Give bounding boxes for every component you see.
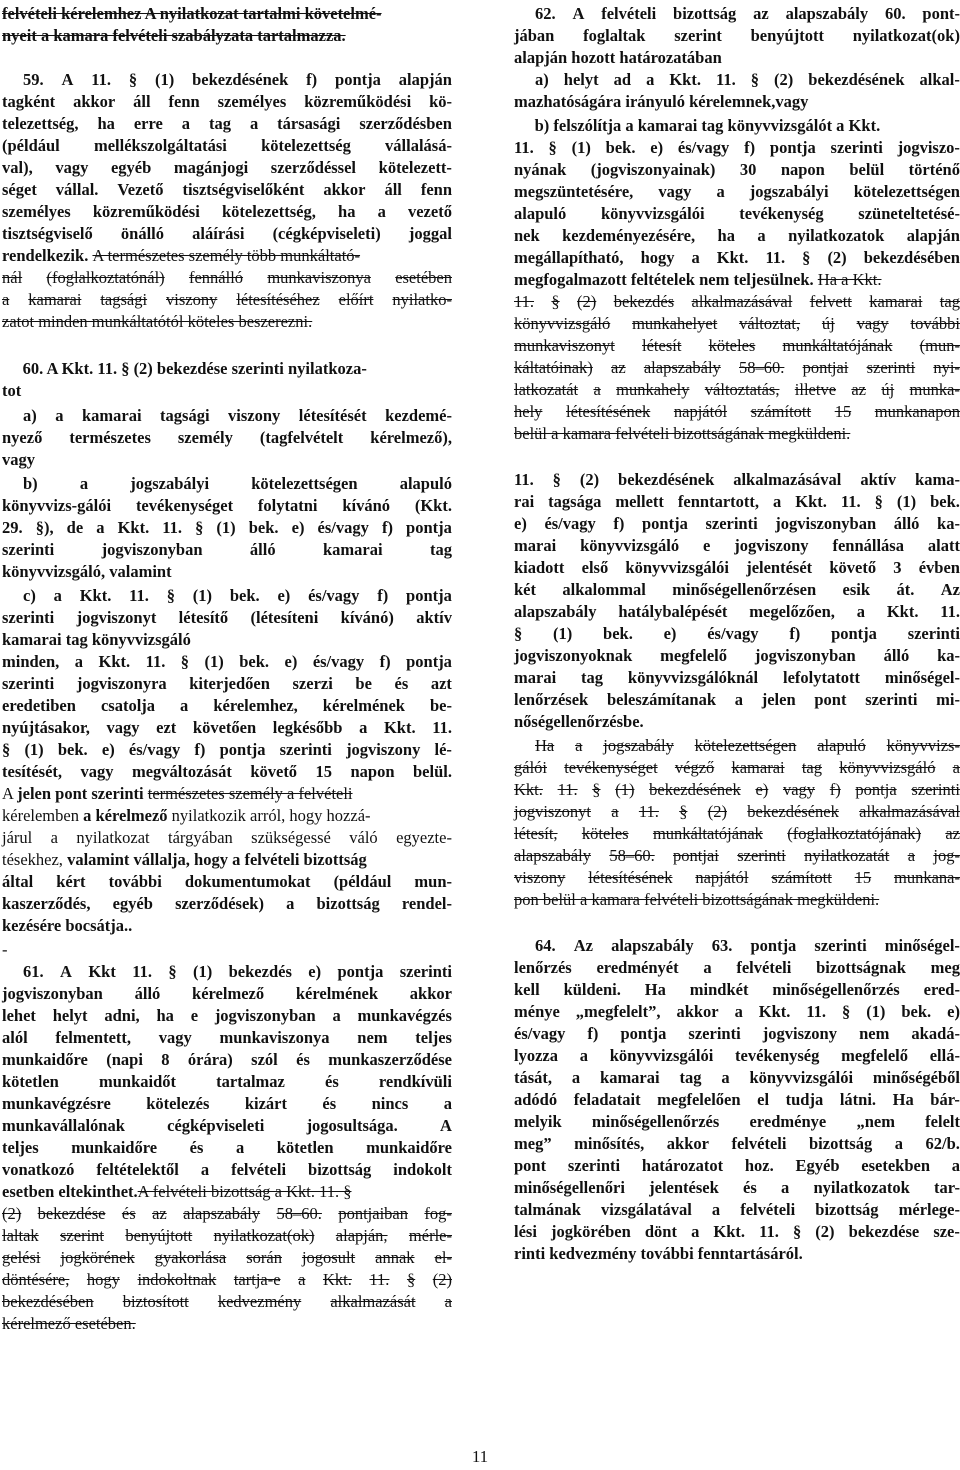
left-text-line: zatot minden munkáltatótól köteles beszerezni. [2,312,313,331]
right-text-line: 11. § (2) bekezdés alkalmazásával felvett kamarai tag [514,292,960,311]
left-text-line: vonatkozó feltételektől a felvételi bizottság indokolt [2,1160,452,1179]
left-text-line: nyeit a kamara felvételi szabályzata tartalmazza. [2,26,346,45]
right-text-line: könyvvizsgáló munkahelyet változtat, új vagy további [514,314,960,333]
right-text-line: kiadott első könyvvizsgálói jelentését követő 3 évben [514,558,960,577]
left-text-line: (például mellékszolgáltatási kötelezettség vállalásá- [2,136,452,155]
right-text-line: jogviszonyt a 11. § (2) bekezdésének alkalmazásával [514,802,960,821]
left-text-line: könyvvizs-gálói tevékenységet folytatni kívánó (Kkt. [2,496,452,515]
left-text-line: szerinti jogviszonyra kiterjedően szerzi be és azt [2,674,452,693]
left-text-line: 59. A 11. § (1) bekezdésének f) pontja alapján [23,70,452,89]
right-text-line: rai tagsága mellett fenntartott, a Kkt. 11. § (1) bek. [514,492,960,511]
left-text-line: a) a kamarai tagsági viszony létesítését kezdemé- [23,406,452,425]
right-text-line: 11. § (1) bek. e) és/vagy f) pontja szerinti jogviszo- [514,138,960,157]
right-text-line: hely létesítésének napjától számított 15 munkanapon [514,402,960,421]
left-text-line: kötetlen munkaidőt tartalmaz és rendkívüli [2,1072,452,1091]
right-text-line: lenőrzések beleszámítanak a jelen pont szerinti mi- [514,690,960,709]
left-text-line: kérelemben a kérelmező nyilatkozik arról, hogy hozzá- [2,806,371,825]
right-text-line: meg” minősítés, akkor felvételi bizottság a 62/b. [514,1134,960,1153]
left-text-line: laltak szerint benyújtott nyilatkozat(ok) alapján, mérle- [2,1226,452,1245]
right-text-line: lési jogkörében dönt a Kkt. 11. § (2) bekezdése sze- [514,1222,960,1241]
right-text-line: marai tag könyvvizsgálóknál lefolytatott minőségel- [514,668,960,687]
right-text-line: káltatóinak) az alapszabály 58–60. pontjai szerinti nyi- [514,358,960,377]
right-text-line: ménye „megfelelt”, akkor a Kkt. 11. § (1) bek. e) [514,1002,960,1021]
right-text-line: pon belül a kamara felvételi bizottságának megküldeni. [514,890,880,909]
right-text-line: viszony létesítésének napjától számított 15 munkana- [514,868,960,887]
left-text-line: gelési jogkörének gyakorlása során jogosult annak el- [2,1248,452,1267]
right-text-line: melyik minőségellenőrzés eredménye „nem felelt [514,1112,960,1131]
right-text-line: marai könyvvizsgáló e jogviszony fennállása alatt [514,536,960,555]
left-text-line: felvételi kérelemhez A nyilatkozat tartalmi követelmé- [2,4,382,23]
left-text-line: személyes közreműködési kötelezettség, ha a vezető [2,202,452,221]
left-text-line: kamarai tag könyvvizsgáló [2,630,191,649]
right-text-line: 62. A felvételi bizottság az alapszabály 60. pont- [535,4,960,23]
right-text-line: lyozza a könyvvizsgálói tevékenység megfelelő ellá- [514,1046,960,1065]
left-text-line: 61. A Kkt 11. § (1) bekezdés e) pontja szerinti [23,962,452,981]
left-text-line: tot [2,381,22,400]
left-text-line: § (1) bek. e) és/vagy f) pontja szerinti jogviszony lé- [2,740,452,759]
right-text-line: mazhatóságára irányuló kérelemnek,vagy [514,92,809,111]
left-text-line: 60. A Kkt. 11. § (2) bekezdése szerinti nyilatkoza- [2,359,367,378]
right-text-line: megfogalmazott feltételek nem teljesülnek. Ha a Kkt. [514,270,882,289]
left-text-line: - [2,940,8,959]
right-text-line: minőségellenőri jelentések és a nyilatkozatok tar- [514,1178,960,1197]
right-text-line: jában foglaltak szerint benyújtott nyilatkozat(ok) [514,26,960,45]
left-text-line: teljes munkaidőre és a kötetlen munkaidőre [2,1138,452,1157]
right-text-line: Ha a jogszabály kötelezettségen alapuló könyvvizs- [535,736,960,755]
left-text-line: lehet helyt adni, ha e jogviszonyban a munkavégzés [2,1006,452,1025]
left-text-line: döntésére, hogy indokoltnak tartja-e a Kkt. 11. § (2) [2,1270,452,1289]
right-text-line: a) helyt ad a Kkt. 11. § (2) bekezdésének alkal- [535,70,960,89]
left-text-line: esetben eltekinthet.A felvételi bizottság a Kkt. 11. § [2,1182,352,1201]
right-text-line: Kkt. 11. § (1) bekezdésének e) vagy f) pontja szerinti [514,780,960,799]
left-text-line: alól felmentett, vagy munkaviszonya nem teljes [2,1028,452,1047]
left-text-line: tesítését, vagy megváltozását követő 15 napon belül. [2,762,452,781]
left-text-line: bekezdésében biztosított kedvezmény alkalmazását a [2,1292,452,1311]
left-text-line: munkaidőre (napi 8 órára) szól és munkaszerződése [2,1050,452,1069]
left-text-line: b) a jogszabályi kötelezettségen alapuló [23,474,452,493]
left-text-line: (2) bekezdése és az alapszabály 58–60. pontjaiban fog- [2,1204,452,1223]
right-text-line: latkozatát a munkahely változtatás, illetve az új munka- [514,380,960,399]
left-text-line: szerinti jogviszonyt létesítő (létesíteni kívánó) aktív [2,608,452,627]
left-text-line: a kamarai tagsági viszony létesítéséhez előírt nyilatko- [2,290,452,309]
right-text-line: adódó feladatait megfelelően el tudja látni. Ha bár- [514,1090,960,1109]
left-text-line: telezettség, ha erre a tag a társasági szerződésben [2,114,452,133]
right-text-line: 64. Az alapszabály 63. pontja szerinti minőségel- [535,936,960,955]
left-text-line: könyvvizsgáló, valamint [2,562,172,581]
left-text-line: eredetiben csatolja a kérelemhez, kérelmének be- [2,696,452,715]
left-text-line: vagy [2,450,35,469]
right-text-line: alapuló könyvvizsgálói tevékenység szüneteltetésé- [514,204,960,223]
right-text-line: jogviszonyoknak megfelelő jogviszonyban álló ka- [514,646,960,665]
left-text-line: által kért további dokumentumokat (például mun- [2,872,452,891]
right-text-line: alapján hozott határozatában [514,48,722,67]
right-text-line: lenőrzés eredményét a felvételi bizottságnak meg [514,958,960,977]
left-text-line: séget vállal. Vezető tisztségviselőként akkor áll fenn [2,180,452,199]
left-text-line: tésekhez, valamint vállalja, hogy a felvételi bizottság [2,850,367,869]
right-text-line: nőségellenőrzésbe. [514,712,644,731]
right-text-line: nyának (jogviszonyainak) 30 napon belül történő [514,160,960,179]
left-text-line: minden, a Kkt. 11. § (1) bek. e) és/vagy f) pontja [2,652,452,671]
right-text-line: belül a kamara felvételi bizottságának megküldeni. [514,424,851,443]
left-text-line: kezésére bocsátja.. [2,916,133,935]
right-text-line: gálói tevékenységet végző kamarai tag könyvvizsgáló a [514,758,960,777]
right-text-line: alapszabály hatálybalépését megelőzően, a Kkt. 11. [514,602,960,621]
left-text-line: kérelmező esetében. [2,1314,136,1333]
page-number: 11 [471,1447,489,1466]
left-text-line: munkavégzésre kötelezés kizárt és nincs a [2,1094,452,1113]
left-text-line: jogviszonyban álló kérelmező kérelmének akkor [2,984,452,1003]
right-text-line: két alkalommal minőségellenőrzésen esik át. Az [514,580,960,599]
right-text-line: megszüntetésére, vagy a jogszabályi kötelezettségen [514,182,960,201]
left-text-line: c) a Kkt. 11. § (1) bek. e) és/vagy f) pontja [23,586,452,605]
right-text-line: pont szerinti határozatot hoz. Egyéb esetekben a [514,1156,960,1175]
left-text-line: munkavállalónak cégképviseleti jogosultsága. A [2,1116,452,1135]
left-text-line: szerinti jogviszonyban álló kamarai tag [2,540,452,559]
right-text-line: § (1) bek. e) és/vagy f) pontja szerinti [514,624,960,643]
left-text-line: A jelen pont szerinti természetes személy a felvételi [2,784,353,803]
right-text-line: nek kezdeményezésére, ha a nyilatkozatok alapján [514,226,960,245]
left-text-line: nyújtásakor, vagy ezt követően legkésőbb a Kkt. 11. [2,718,452,737]
left-text-line: val), vagy egyéb magánjogi szerződéssel kötelezett- [2,158,452,177]
right-text-line: rinti kedvezmény további fenntartásáról. [514,1244,803,1263]
right-text-line: 11. § (2) bekezdésének alkalmazásával aktív kama- [514,470,960,489]
right-text-line: b) felszólítja a kamarai tag könyvvizsgálót a Kkt. [514,116,881,135]
right-text-line: létesít, köteles munkáltatójának (foglalkoztatójának) az [514,824,960,843]
right-text-line: és/vagy f) pontja szerinti jogviszony nem akadá- [514,1024,960,1043]
right-text-line: alapszabály 58–60. pontjai szerinti nyilatkozatát a jog- [514,846,960,865]
left-text-line: kaszerződés, egyéb szerződések) a bizottság rendel- [2,894,452,913]
left-text-line: nál (foglalkoztatónál) fennálló munkaviszonya esetében [2,268,452,287]
right-text-line: talmának vizsgálatával a felvételi bizottság mérlege- [514,1200,960,1219]
right-text-line: e) és/vagy f) pontja szerinti jogviszonyban álló ka- [514,514,960,533]
right-text-line: kell küldeni. Ha mindkét minőségellenőrzés ered- [514,980,960,999]
right-text-line: munkaviszonyt létesít köteles munkáltatójának (mun- [514,336,960,355]
left-text-line: rendelkezik. A természetes személy több munkáltató- [2,246,361,265]
left-text-line: járul a nyilatkozat tárgyában szükségessé váló egyezte- [2,828,452,847]
left-text-line: tagként akkor áll fenn személyes közreműködési kö- [2,92,452,111]
left-text-line: 29. §), de a Kkt. 11. § (1) bek. e) és/vagy f) pontja [2,518,452,537]
right-text-line: tását, a kamarai tag a könyvvizsgálói minőségéből [514,1068,960,1087]
left-text-line: tisztségviselő önálló aláírási (cégképviseleti) joggal [2,224,452,243]
right-text-line: megállapítható, hogy a Kkt. 11. § (2) bekezdésében [514,248,960,267]
left-text-line: nyező természetes személy (tagfelvételt kérelmező), [2,428,452,447]
